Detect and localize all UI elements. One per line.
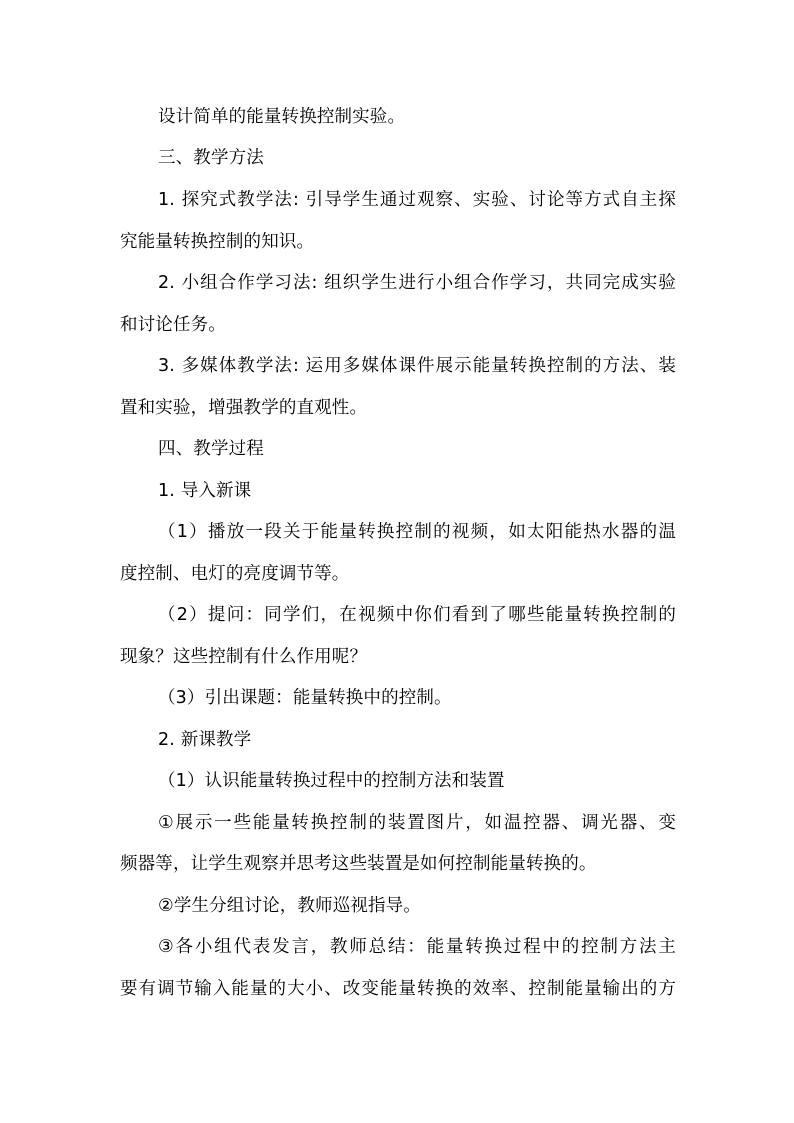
paragraph-line: 要有调节输入能量的大小、改变能量转换的效率、控制能量输出的方 — [120, 979, 676, 999]
subsection-heading: 2. 新课教学 — [158, 730, 252, 750]
paragraph-line: （3）引出课题：能量转换中的控制。 — [158, 688, 452, 708]
paragraph-line: 1. 探究式教学法: 引导学生通过观察、实验、讨论等方式自主探 — [158, 190, 676, 210]
paragraph-line: 置和实验，增强教学的直观性。 — [120, 398, 368, 418]
paragraph-line: （2）提问：同学们，在视频中你们看到了哪些能量转换控制的 — [158, 605, 676, 625]
paragraph-line: 和讨论任务。 — [120, 315, 226, 335]
text-line: 设计简单的能量转换控制实验。 — [158, 107, 406, 127]
subsection-heading: 1. 导入新课 — [158, 481, 252, 501]
paragraph-line: （1）播放一段关于能量转换控制的视频，如太阳能热水器的温 — [158, 522, 676, 542]
paragraph-line: 频器等，让学生观察并思考这些装置是如何控制能量转换的。 — [120, 854, 597, 874]
paragraph-line: （1）认识能量转换过程中的控制方法和装置 — [158, 771, 505, 791]
paragraph-line: ①展示一些能量转换控制的装置图片，如温控器、调光器、变 — [158, 813, 676, 833]
paragraph-line: 3. 多媒体教学法: 运用多媒体课件展示能量转换控制的方法、装 — [158, 356, 676, 376]
paragraph-line: 究能量转换控制的知识。 — [120, 232, 315, 252]
section-heading: 三、教学方法 — [158, 148, 264, 168]
paragraph-line: 2. 小组合作学习法: 组织学生进行小组合作学习，共同完成实验 — [158, 273, 676, 293]
paragraph-line: 现象？这些控制有什么作用呢？ — [120, 647, 368, 667]
paragraph-line: 度控制、电灯的亮度调节等。 — [120, 564, 350, 584]
paragraph-line: ③各小组代表发言，教师总结：能量转换过程中的控制方法主 — [158, 937, 676, 957]
paragraph-line: ②学生分组讨论，教师巡视指导。 — [158, 896, 421, 916]
section-heading: 四、教学过程 — [158, 439, 264, 459]
